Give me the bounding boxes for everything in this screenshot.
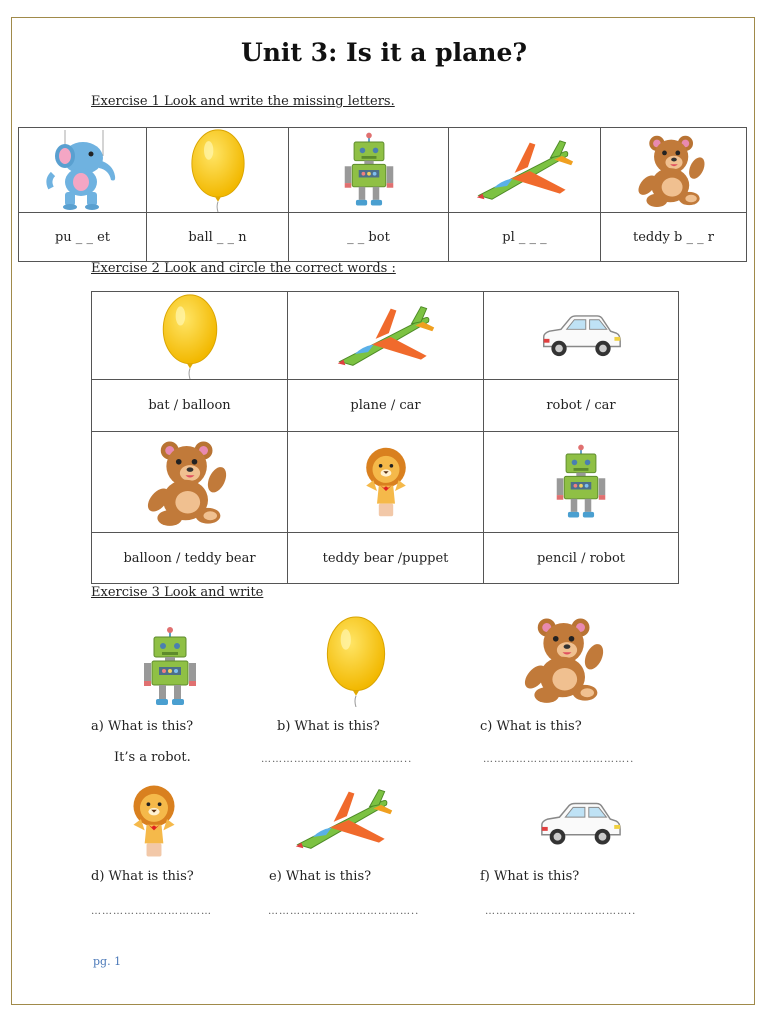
question-c-answer-line[interactable]: ………………………………….. (483, 754, 635, 765)
exercise-2-heading: Exercise 2 Look and circle the correct words : (91, 261, 396, 276)
question-a-label: a) What is this? (91, 719, 194, 734)
exercise-1-word[interactable]: pu _ _ et (19, 213, 147, 262)
plane-icon (292, 782, 396, 856)
question-b-answer-line[interactable]: ………………………………….. (261, 754, 413, 765)
question-d-answer-line[interactable]: …………………………… (91, 906, 212, 917)
exercise-2-choices[interactable]: robot / car (484, 380, 679, 432)
page-title: Unit 3: Is it a plane? (240, 38, 528, 67)
balloon-icon (159, 293, 221, 379)
exercise-2-picture-cell (484, 432, 679, 533)
question-f-answer-line[interactable]: ………………………………….. (485, 906, 637, 917)
car-icon (538, 311, 624, 361)
exercise-2-choices[interactable]: plane / car (288, 380, 484, 432)
robot-icon (341, 132, 397, 208)
exercise-1-table (18, 127, 747, 262)
exercise-1-picture-cell (601, 128, 747, 213)
exercise-2-choices[interactable]: balloon / teddy bear (92, 533, 288, 584)
question-c-label: c) What is this? (480, 719, 582, 734)
lion-puppet-icon (126, 783, 182, 859)
teddy-bear-icon (145, 437, 235, 527)
teddy-bear-icon (636, 132, 712, 208)
question-d-label: d) What is this? (91, 869, 194, 884)
exercise-2-picture-cell (288, 432, 484, 533)
exercise-1-picture-cell (147, 128, 289, 213)
page-number: pg. 1 (93, 955, 122, 968)
question-e-answer-line[interactable]: ………………………………….. (268, 906, 420, 917)
question-a-answer: It’s a robot. (114, 750, 191, 765)
exercise-2-choices[interactable]: bat / balloon (92, 380, 288, 432)
balloon-icon (322, 615, 390, 707)
exercise-1-heading: Exercise 1 Look and write the missing letters. (91, 94, 395, 109)
exercise-2-choices[interactable]: teddy bear /puppet (288, 533, 484, 584)
lion-puppet-icon (359, 446, 413, 518)
exercise-2-picture-cell (288, 292, 484, 380)
plane-icon (334, 302, 438, 370)
robot-icon (140, 625, 200, 709)
exercise-2-picture-cell (484, 292, 679, 380)
exercise-1-word[interactable]: teddy b _ _ r (601, 213, 747, 262)
exercise-1-word[interactable]: ball _ _ n (147, 213, 289, 262)
exercise-1-word[interactable]: _ _ bot (289, 213, 449, 262)
exercise-2-picture-cell (92, 292, 288, 380)
exercise-3-heading: Exercise 3 Look and write (91, 585, 264, 600)
balloon-icon (187, 128, 249, 212)
teddy-bear-icon (522, 613, 612, 705)
robot-icon (553, 442, 609, 522)
exercise-1-word[interactable]: pl _ _ _ (449, 213, 601, 262)
question-f-label: f) What is this? (480, 869, 580, 884)
car-icon (536, 798, 624, 850)
question-e-label: e) What is this? (269, 869, 372, 884)
exercise-2-picture-cell (92, 432, 288, 533)
exercise-1-picture-cell (449, 128, 601, 213)
question-b-label: b) What is this? (277, 719, 380, 734)
exercise-1-picture-cell (289, 128, 449, 213)
elephant-puppet-icon (43, 130, 123, 210)
exercise-2-choices[interactable]: pencil / robot (484, 533, 679, 584)
plane-icon (473, 137, 577, 203)
exercise-1-picture-cell (19, 128, 147, 213)
exercise-2-table (91, 291, 679, 584)
